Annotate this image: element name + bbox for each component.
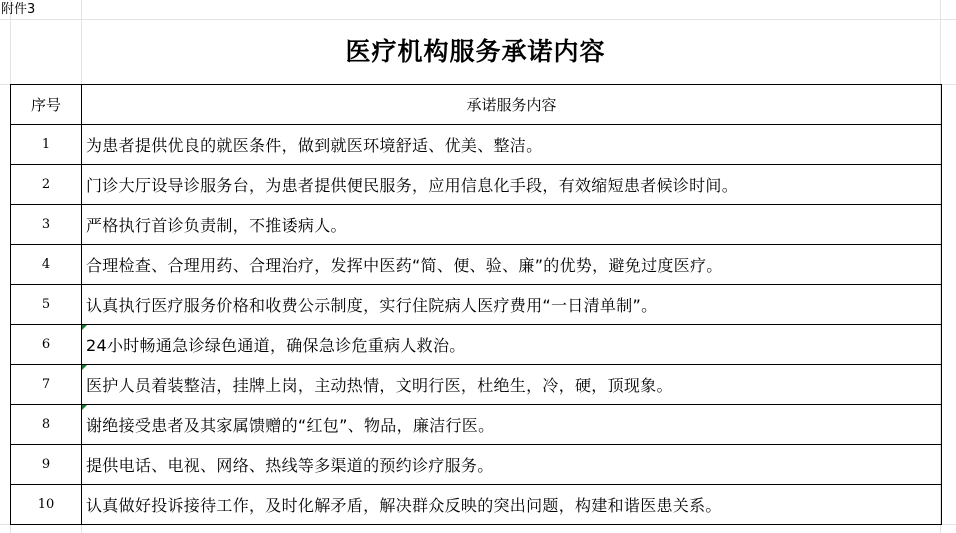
row-number-cell[interactable]: 4 — [11, 245, 82, 285]
row-number-cell[interactable]: 3 — [11, 205, 82, 245]
row-number-cell[interactable]: 5 — [11, 285, 82, 325]
commitment-text-cell[interactable] — [82, 405, 942, 445]
row-number-cell[interactable]: 2 — [11, 165, 82, 205]
commitment-text: 24小时畅通急诊绿色通道，确保急诊危重病人救治。 — [86, 336, 466, 355]
cell-marker-icon — [82, 365, 87, 370]
cell-marker-icon — [82, 405, 87, 410]
table-row — [11, 285, 942, 325]
commitment-text: 医护人员着装整洁，挂牌上岗，主动热情，文明行医，杜绝生，冷，硬，顶现象。 — [86, 376, 673, 395]
commitment-text-cell[interactable]: 提供电话、电视、网络、热线等多渠道的预约诊疗服务。 — [82, 445, 942, 485]
commitment-text-cell[interactable]: 严格执行首诊负责制，不推诿病人。 — [82, 205, 942, 245]
commitment-text: 谢绝接受患者及其家属馈赠的“红包”、物品，廉洁行医。 — [86, 416, 495, 435]
table-row — [11, 245, 942, 285]
table-row — [11, 445, 942, 485]
commitment-table — [10, 84, 942, 525]
commitment-text-cell[interactable]: 门诊大厅设导诊服务台，为患者提供便民服务，应用信息化手段，有效缩短患者候诊时间。 — [82, 165, 942, 205]
cell-marker-icon — [82, 325, 87, 330]
table-row — [11, 205, 942, 245]
row-number-cell[interactable]: 8 — [11, 405, 82, 445]
commitment-text-cell[interactable]: 为患者提供优良的就医条件，做到就医环境舒适、优美、整洁。 — [82, 125, 942, 165]
commitment-text-cell[interactable] — [82, 365, 942, 405]
header-cell-content[interactable]: 承诺服务内容 — [82, 85, 942, 125]
table-row — [11, 325, 942, 365]
commitment-text-cell[interactable]: 合理检查、合理用药、合理治疗，发挥中医药“简、便、验、廉”的优势，避免过度医疗。 — [82, 245, 942, 285]
row-number-cell[interactable]: 6 — [11, 325, 82, 365]
row-number-cell[interactable]: 7 — [11, 365, 82, 405]
table-header-row — [11, 85, 942, 125]
commitment-text-cell[interactable]: 认真做好投诉接待工作，及时化解矛盾，解决群众反映的突出问题，构建和谐医患关系。 — [82, 485, 942, 525]
row-number-cell[interactable]: 1 — [11, 125, 82, 165]
row-number-cell[interactable]: 10 — [11, 485, 82, 525]
page-title: 医疗机构服务承诺内容 — [345, 37, 606, 66]
table-row — [11, 165, 942, 205]
row-number-cell[interactable]: 9 — [11, 445, 82, 485]
table-row — [11, 405, 942, 445]
commitment-text-cell[interactable] — [82, 325, 942, 365]
table-row — [11, 365, 942, 405]
table-row — [11, 485, 942, 525]
commitment-text-cell[interactable]: 认真执行医疗服务价格和收费公示制度，实行住院病人医疗费用“一日清单制”。 — [82, 285, 942, 325]
table-row — [11, 125, 942, 165]
header-cell-no[interactable]: 序号 — [11, 85, 82, 125]
attachment-label: 附件3 — [1, 2, 36, 17]
